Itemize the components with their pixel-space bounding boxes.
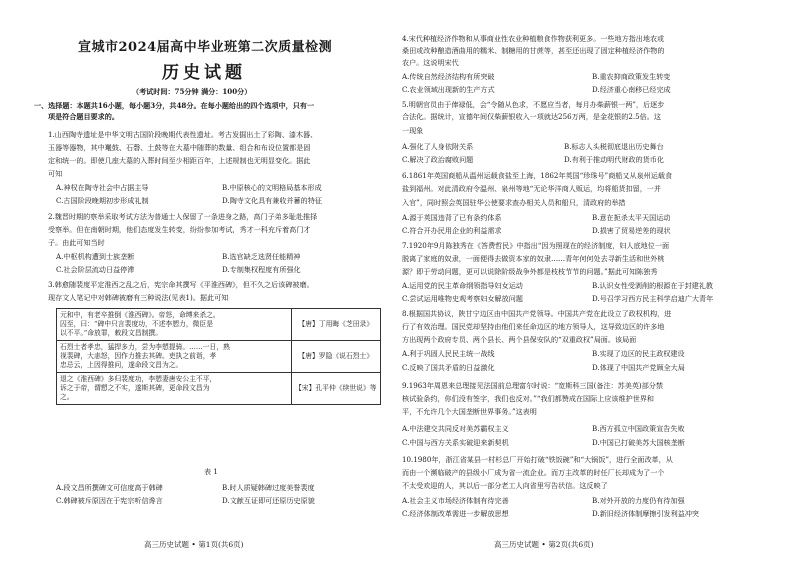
question-line: 盐到福州。对此清政府令温州、泉州等地“无论华洋商人贩运，均将船货扣留，一并 [402, 184, 661, 193]
page-footer: 高三历史试题 • 第2页(共6页) [494, 540, 594, 549]
question-line: 不太受欢迎的人，其以后一部分老工人向省里写告状信。这反映了 [402, 481, 608, 490]
section-instruction-line1: 一、选择题：本题共16小题，每小题3分，共48分。在每小题给出的四个选项中，只有一 [34, 101, 315, 110]
question-line: 现存文人笔记中对韩碑被磨有三种说法(见表1)。据此可知 [48, 293, 229, 302]
option-b[interactable]: B.西方孤立中国政策宣告失败 [592, 424, 685, 433]
table-row [57, 309, 381, 341]
option-d[interactable]: D.号召学习西方民主科学启迪广大青年 [592, 294, 714, 303]
option-a[interactable]: A.运用党的民主革命纲领指导妇女运动 [402, 281, 523, 290]
question-line: 4.宋代种植经济作物和从事商业性农业种植粮食作物获利更多。一些地方指出地农或 [402, 34, 665, 43]
option-d[interactable]: D.体现了中国共产党顾全大局 [592, 363, 685, 372]
right-column [402, 0, 772, 561]
question-line: 而由一个濒临破产的县级小厂成为省一流企业。而万主改革的时任厂长却成为了一个 [402, 468, 665, 477]
option-d[interactable]: D.文献互证即可还原历史原貌 [222, 496, 315, 505]
question-line: 行了有效治理。国民党却坚持由他们来任命边区的地方领导人，这导致边区的许多地 [402, 322, 665, 331]
option-a[interactable]: A.强化了人身依附关系 [402, 142, 474, 151]
option-d[interactable]: D.新旧经济体制摩擦引发利益冲突 [592, 509, 700, 518]
option-c[interactable]: C.经济体制改革需进一步解放思想 [402, 509, 509, 518]
question-line: 平，不允许几个大国垄断世界事务。”这表明 [402, 407, 537, 416]
table-cell-source: 【宋】孔平仲《续世说》等 [292, 373, 381, 405]
question-line: 10.1980年，浙江省某县一村杉总厂开始打破“铁饭碗”和“大锅饭”，进行全面改革，从 [402, 455, 673, 464]
question-line: 3.韩愈随裴度平定淮西之乱之后，宪宗命其撰写《平淮西碑》，但不久之后该碑被磨。 [48, 280, 314, 289]
option-b[interactable]: B.认识女性受剥削的根源在于封建礼教 [592, 281, 713, 290]
option-d[interactable]: D.有利于推动明代财政的货币化 [564, 155, 664, 164]
question-line: 入官”，同时照会英国驻华公使要求查办相关人员和船只，清政府的举措 [402, 198, 626, 207]
option-b[interactable]: B.时人质疑韩碑过度美誉裴度 [222, 483, 315, 492]
question-line: 9.1963年周恩来总理接见法国前总理富尔时说：“宽斯科三国(备注：苏美英)部分禁 [402, 381, 663, 390]
option-d[interactable]: D.中国已打破美苏大国核垄断 [592, 438, 685, 447]
section-instruction-line2: 项是符合题目要求的。 [48, 112, 119, 121]
question-line: 6.1861年英国商船从温州运载食盐至上海，1862年英国“珍珠号”商船又从泉州运载食 [402, 171, 673, 180]
question-line: 8.根据国共协议，陕甘宁边区由中国共产党领导。中国共产党在此设立了政权机构，进 [402, 309, 672, 318]
table-row [57, 341, 381, 373]
table-cell-text: 石烈士者孝忠，猛捍多力，尝为李愬提骑。……一日，熟 视裴碑，大恚怒，因作力推去其碑。吏执之前诣，孝 忠忌云，上因得推问，遂命段文昌为之。 [57, 341, 292, 373]
option-c[interactable]: C.中国与西方关系实破迎来新契机 [402, 438, 509, 447]
table-cell-text: 元和中，有老卒推倒《淮西碑》。帝怒，命缚来杀之。 囚至，曰：“碑中只言裴度功，不述李愬力，微臣是 以不平。”命放罪，敕段文昌制撰。 [57, 309, 292, 341]
table-cell-text: 退之《淮西碑》多归裴度功，李愬妻唐安公主不平， 诉之于帝，谓愬之不实，遂斯其碑，更命段文昌为 之。 [57, 373, 292, 405]
source-table [56, 308, 381, 405]
question-line: 5.明朝官员由于俸禄低，会“令随从色求，不愿应当者，每月办柴薪银一两”，后逐步 [402, 100, 665, 109]
question-line: 核试验条约，你们没有签字，我们也反对。”“我们都赞成在国际上应该维护世界和 [402, 394, 654, 403]
question-line: 受察举。但在南朝时期，他们态度发生转变，纷纷参加考试，秀才一科充斥着高门才 [48, 225, 311, 234]
page-footer: 高三历史试题 • 第1页(共6页) [144, 540, 244, 549]
option-c[interactable]: C.古国阶段晚期初步形成礼制 [56, 196, 149, 205]
option-c[interactable]: C.解决了政治腐败问题 [402, 155, 474, 164]
option-b[interactable]: B.重农抑商政策发生转变 [592, 72, 671, 81]
question-line: 方出现两个政府专员、两个县长、两个县保安队的“双重政权”局面。该局面 [402, 335, 637, 344]
option-b[interactable]: B.对外开放的力度仍有待加强 [592, 496, 685, 505]
question-line: 一现象 [402, 126, 424, 135]
option-c[interactable]: C.尝试运用唯物史观考察妇女解放问题 [402, 294, 523, 303]
question-line: 2.魏晋时期的察举采取考试方法为普通士人保留了一条进身之路，高门子弟多耻赴推择 [48, 212, 318, 221]
question-line: 可知 [48, 169, 63, 178]
table-cell-source: 【唐】丁用晦《芝田录》 [292, 309, 381, 341]
question-line: 1.山西陶寺遗址是中华文明古国阶段晚期代表性遗址。考古发掘出土了彩陶、漆木器、 [48, 130, 318, 139]
left-column [34, 0, 390, 561]
question-line: 玉器等器物，其中鼍鼓、石磬、土鼓等在大墓中随葬的数量、组合和布设位置都是固 [48, 143, 311, 152]
option-c[interactable]: C.符合开办民用企业的利益需求 [402, 226, 502, 235]
option-a[interactable]: A.段文昌所撰碑文可信度高于韩碑 [56, 483, 163, 492]
table-caption: 表 1 [204, 467, 218, 476]
option-c[interactable]: C.社会阶层流动日益停滞 [56, 265, 135, 274]
table-cell-source: 【唐】罗隐《说石烈士》 [292, 341, 381, 373]
question-line: 定和统一的。即使几座大墓的入葬时间至少相距百年，上述规制也无明显变化。据此 [48, 156, 311, 165]
option-b[interactable]: B.意在扼杀太平天国运动 [592, 213, 671, 222]
option-b[interactable]: B.中原核心的文明格局基本形成 [222, 183, 322, 192]
question-line: 7.1920年9月陈独秀在《答费哲民》中指出“因为照现在的经济制度，妇人底地位一面 [402, 241, 670, 250]
subject-title: 历史试题 [162, 63, 246, 83]
option-a[interactable]: A.利于巩固人民民主统一战线 [402, 349, 495, 358]
question-line: 脱离了家庭的奴隶，一面便得去做资本家的奴隶……青年何何处去寻新生活和世外桃 [402, 254, 665, 263]
option-a[interactable]: A.社会主义市场经济体制有待完善 [402, 496, 509, 505]
option-d[interactable]: D.陶寺文化具有兼收并蓄的特征 [222, 196, 322, 205]
option-b[interactable]: B.选官缺乏选贤任能精神 [222, 252, 301, 261]
question-line: 子。由此可知当时 [48, 238, 105, 247]
question-line: 农户。这说明宋代 [402, 58, 459, 67]
exam-info: （考试时间：75分钟 满分：100分） [132, 87, 252, 96]
option-a[interactable]: A.源于英国违背了已有条约体系 [402, 213, 502, 222]
option-a[interactable]: A.中枢机构遭到士族垄断 [56, 252, 135, 261]
option-c[interactable]: C.反映了国共矛盾的日益激化 [402, 363, 495, 372]
option-d[interactable]: D.经济重心南移已经完成 [592, 85, 671, 94]
option-a[interactable]: A.传统自然经济结构有所突破 [402, 72, 495, 81]
table-row [57, 373, 381, 405]
option-d[interactable]: D.专制集权程度有所强化 [222, 265, 301, 274]
exam-title: 宣城市2024届高中毕业班第二次质量检测 [78, 40, 333, 55]
question-line: 合法化。据统计，宣德年间仅柴薪银收入一项就达256万两，是金花银的2.5倍。这 [402, 112, 661, 121]
option-b[interactable]: B.实现了边区的民主政权建设 [592, 349, 685, 358]
option-c[interactable]: C.农业领域出现新的生产方式 [402, 85, 495, 94]
option-b[interactable]: B.标志人头税彻底退出历史舞台 [564, 142, 664, 151]
option-a[interactable]: A.神权在陶寺社会中占据主导 [56, 183, 149, 192]
option-a[interactable]: A.中法建交共同反对美苏霸权主义 [402, 424, 509, 433]
option-c[interactable]: C.韩碑被斥原因在于宪宗听信谗言 [56, 496, 163, 505]
option-d[interactable]: D.损害了贸易逆差的现状 [592, 226, 671, 235]
question-line: 源？即于劳动问题，更可以说除阶级战争外都是枝枝节节的问题。”据此可知陈独秀 [402, 267, 658, 276]
question-line: 桑田或改种酿造酒曲用的糯米、制糖用的甘蔗等，甚至还出现了固定种植经济作物的 [402, 46, 665, 55]
